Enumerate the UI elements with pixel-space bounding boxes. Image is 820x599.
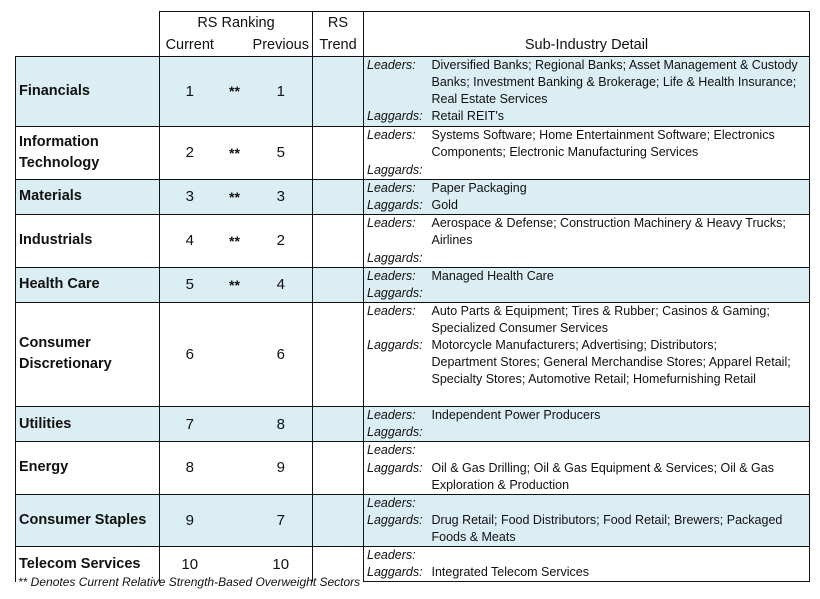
previous-rank: 9 [250, 442, 313, 495]
rs-trend-cell [313, 267, 364, 302]
leaders-text [430, 494, 810, 512]
leaders-text: Banks; Investment Banking & Brokerage; Life & Health Insurance; [430, 74, 810, 91]
table-row [16, 494, 810, 512]
laggards-label: Laggards: [364, 460, 430, 477]
overweight-marker [220, 302, 250, 407]
laggards-text [430, 424, 810, 442]
laggards-label: Laggards: [364, 197, 430, 215]
laggards-text: Department Stores; General Merchandise Stores; Apparel Retail; [430, 354, 810, 371]
current-header: Current [160, 34, 220, 57]
table-row [16, 57, 810, 75]
overweight-marker [220, 494, 250, 547]
sector-name [16, 57, 160, 127]
table-row [16, 407, 810, 425]
sector-name [16, 267, 160, 302]
footnote: ** Denotes Current Relative Strength-Based Overweight Sectors [18, 575, 361, 589]
label-spacer [364, 354, 430, 371]
laggards-label: Laggards: [364, 250, 430, 268]
leaders-label: Leaders: [364, 214, 430, 232]
leaders-label: Leaders: [364, 267, 430, 285]
previous-rank: 3 [250, 179, 313, 214]
header-row-1 [16, 12, 810, 35]
leaders-text: Managed Health Care [430, 267, 810, 285]
laggards-text: Gold [430, 197, 810, 215]
rs-trend-cell [313, 126, 364, 179]
leaders-label: Leaders: [364, 407, 430, 425]
laggards-text: Motorcycle Manufacturers; Advertising; Distributors; [430, 337, 810, 354]
sector-name-line: Consumer Staples [19, 511, 147, 528]
overweight-marker [220, 407, 250, 442]
previous-rank: 2 [250, 214, 313, 267]
sector-ranking-table-wrapper [15, 11, 810, 582]
sector-name-line: Energy [19, 459, 69, 476]
rs-trend-cell [313, 179, 364, 214]
overweight-marker: ** [220, 57, 250, 127]
sector-name [16, 407, 160, 442]
leaders-label: Leaders: [364, 126, 430, 144]
label-spacer [364, 477, 430, 495]
laggards-label: Laggards: [364, 512, 430, 529]
laggards-label: Laggards: [364, 424, 430, 442]
label-spacer [364, 371, 430, 407]
leaders-text: Airlines [430, 232, 810, 250]
rs-trend-cell [313, 302, 364, 407]
laggards-text: Integrated Telecom Services [430, 564, 810, 582]
current-rank: 1 [160, 57, 220, 127]
current-rank: 3 [160, 179, 220, 214]
label-spacer [364, 74, 430, 91]
rs-trend-cell [313, 214, 364, 267]
rs-trend-cell [313, 494, 364, 547]
sector-name [16, 214, 160, 267]
current-rank: 2 [160, 126, 220, 179]
leaders-text: Paper Packaging [430, 179, 810, 197]
sector-name-line: Consumer [19, 335, 91, 352]
leaders-label: Leaders: [364, 442, 430, 460]
leaders-text [430, 442, 810, 460]
laggards-label: Laggards: [364, 564, 430, 582]
previous-rank: 1 [250, 57, 313, 127]
laggards-label: Laggards: [364, 285, 430, 303]
laggards-text [430, 162, 810, 180]
leaders-text: Systems Software; Home Entertainment Software; Electronics [430, 126, 810, 144]
sector-name-line: Financials [19, 82, 90, 99]
leaders-text: Components; Electronic Manufacturing Services [430, 144, 810, 162]
laggards-text: Oil & Gas Drilling; Oil & Gas Equipment & Services; Oil & Gas [430, 460, 810, 477]
previous-rank: 10 [250, 547, 313, 582]
overweight-marker: ** [220, 267, 250, 302]
leaders-text: Real Estate Services [430, 91, 810, 108]
laggards-text: Retail REIT's [430, 108, 810, 126]
table-row [16, 442, 810, 460]
current-rank: 7 [160, 407, 220, 442]
previous-rank: 8 [250, 407, 313, 442]
previous-rank: 7 [250, 494, 313, 547]
overweight-marker: ** [220, 179, 250, 214]
laggards-label: Laggards: [364, 108, 430, 126]
previous-header: Previous [252, 37, 309, 53]
leaders-text: Diversified Banks; Regional Banks; Asset Management & Custody [430, 57, 810, 75]
sector-name-line: Materials [19, 188, 82, 204]
sector-name-line: Health Care [19, 276, 100, 292]
rs-trend-header-bottom: Trend [313, 34, 364, 57]
table-row [16, 179, 810, 197]
laggards-text [430, 250, 810, 268]
laggards-text [430, 285, 810, 303]
leaders-label: Leaders: [364, 179, 430, 197]
leaders-label: Leaders: [364, 57, 430, 75]
label-spacer [364, 91, 430, 108]
overweight-marker: ** [220, 126, 250, 179]
sector-name-line: Utilities [19, 415, 72, 432]
leaders-text: Aerospace & Defense; Construction Machinery & Heavy Trucks; [430, 214, 810, 232]
laggards-text: Drug Retail; Food Distributors; Food Retail; Brewers; Packaged [430, 512, 810, 529]
sector-name-line: Technology [19, 154, 100, 171]
laggards-text: Specialty Stores; Automotive Retail; Homefurnishing Retail [430, 371, 810, 407]
overweight-marker [220, 442, 250, 495]
leaders-text: Auto Parts & Equipment; Tires & Rubber; Casinos & Gaming; [430, 302, 810, 320]
leaders-text: Independent Power Producers [430, 407, 810, 425]
previous-rank: 5 [250, 126, 313, 179]
sector-name [16, 442, 160, 495]
overweight-marker: ** [220, 214, 250, 267]
sector-name [16, 302, 160, 407]
table-row [16, 267, 810, 285]
rs-trend-cell [313, 57, 364, 127]
laggards-text: Foods & Meats [430, 529, 810, 547]
leaders-text: Specialized Consumer Services [430, 320, 810, 337]
sector-name-line: Industrials [19, 232, 93, 248]
leaders-label: Leaders: [364, 302, 430, 320]
sector-ranking-table [15, 11, 810, 582]
sector-name-line: Telecom Services [19, 555, 141, 572]
table-row [16, 302, 810, 320]
current-rank: 5 [160, 267, 220, 302]
previous-rank: 4 [250, 267, 313, 302]
sector-name [16, 179, 160, 214]
label-spacer [364, 232, 430, 250]
current-rank: 8 [160, 442, 220, 495]
current-rank: 6 [160, 302, 220, 407]
table-row [16, 126, 810, 144]
sector-name-line: Information [19, 133, 99, 150]
laggards-text: Exploration & Production [430, 477, 810, 495]
sub-industry-header: Sub-Industry Detail [364, 34, 810, 57]
rs-trend-header-top: RS [313, 12, 364, 35]
rs-trend-cell [313, 407, 364, 442]
table-row [16, 214, 810, 232]
sector-name-line: Discretionary [19, 356, 112, 373]
sector-name [16, 126, 160, 179]
rs-trend-cell [313, 442, 364, 495]
table-row [16, 547, 810, 565]
current-rank: 9 [160, 494, 220, 547]
rs-ranking-header: RS Ranking [160, 12, 313, 35]
current-rank: 4 [160, 214, 220, 267]
header-row-2 [16, 34, 810, 57]
previous-rank: 6 [250, 302, 313, 407]
leaders-text [430, 547, 810, 565]
label-spacer [364, 320, 430, 337]
label-spacer [364, 144, 430, 162]
leaders-label: Leaders: [364, 494, 430, 512]
sector-name [16, 494, 160, 547]
current-rank: 10 [160, 547, 220, 582]
label-spacer [364, 529, 430, 547]
laggards-label: Laggards: [364, 337, 430, 354]
leaders-label: Leaders: [364, 547, 430, 565]
laggards-label: Laggards: [364, 162, 430, 180]
